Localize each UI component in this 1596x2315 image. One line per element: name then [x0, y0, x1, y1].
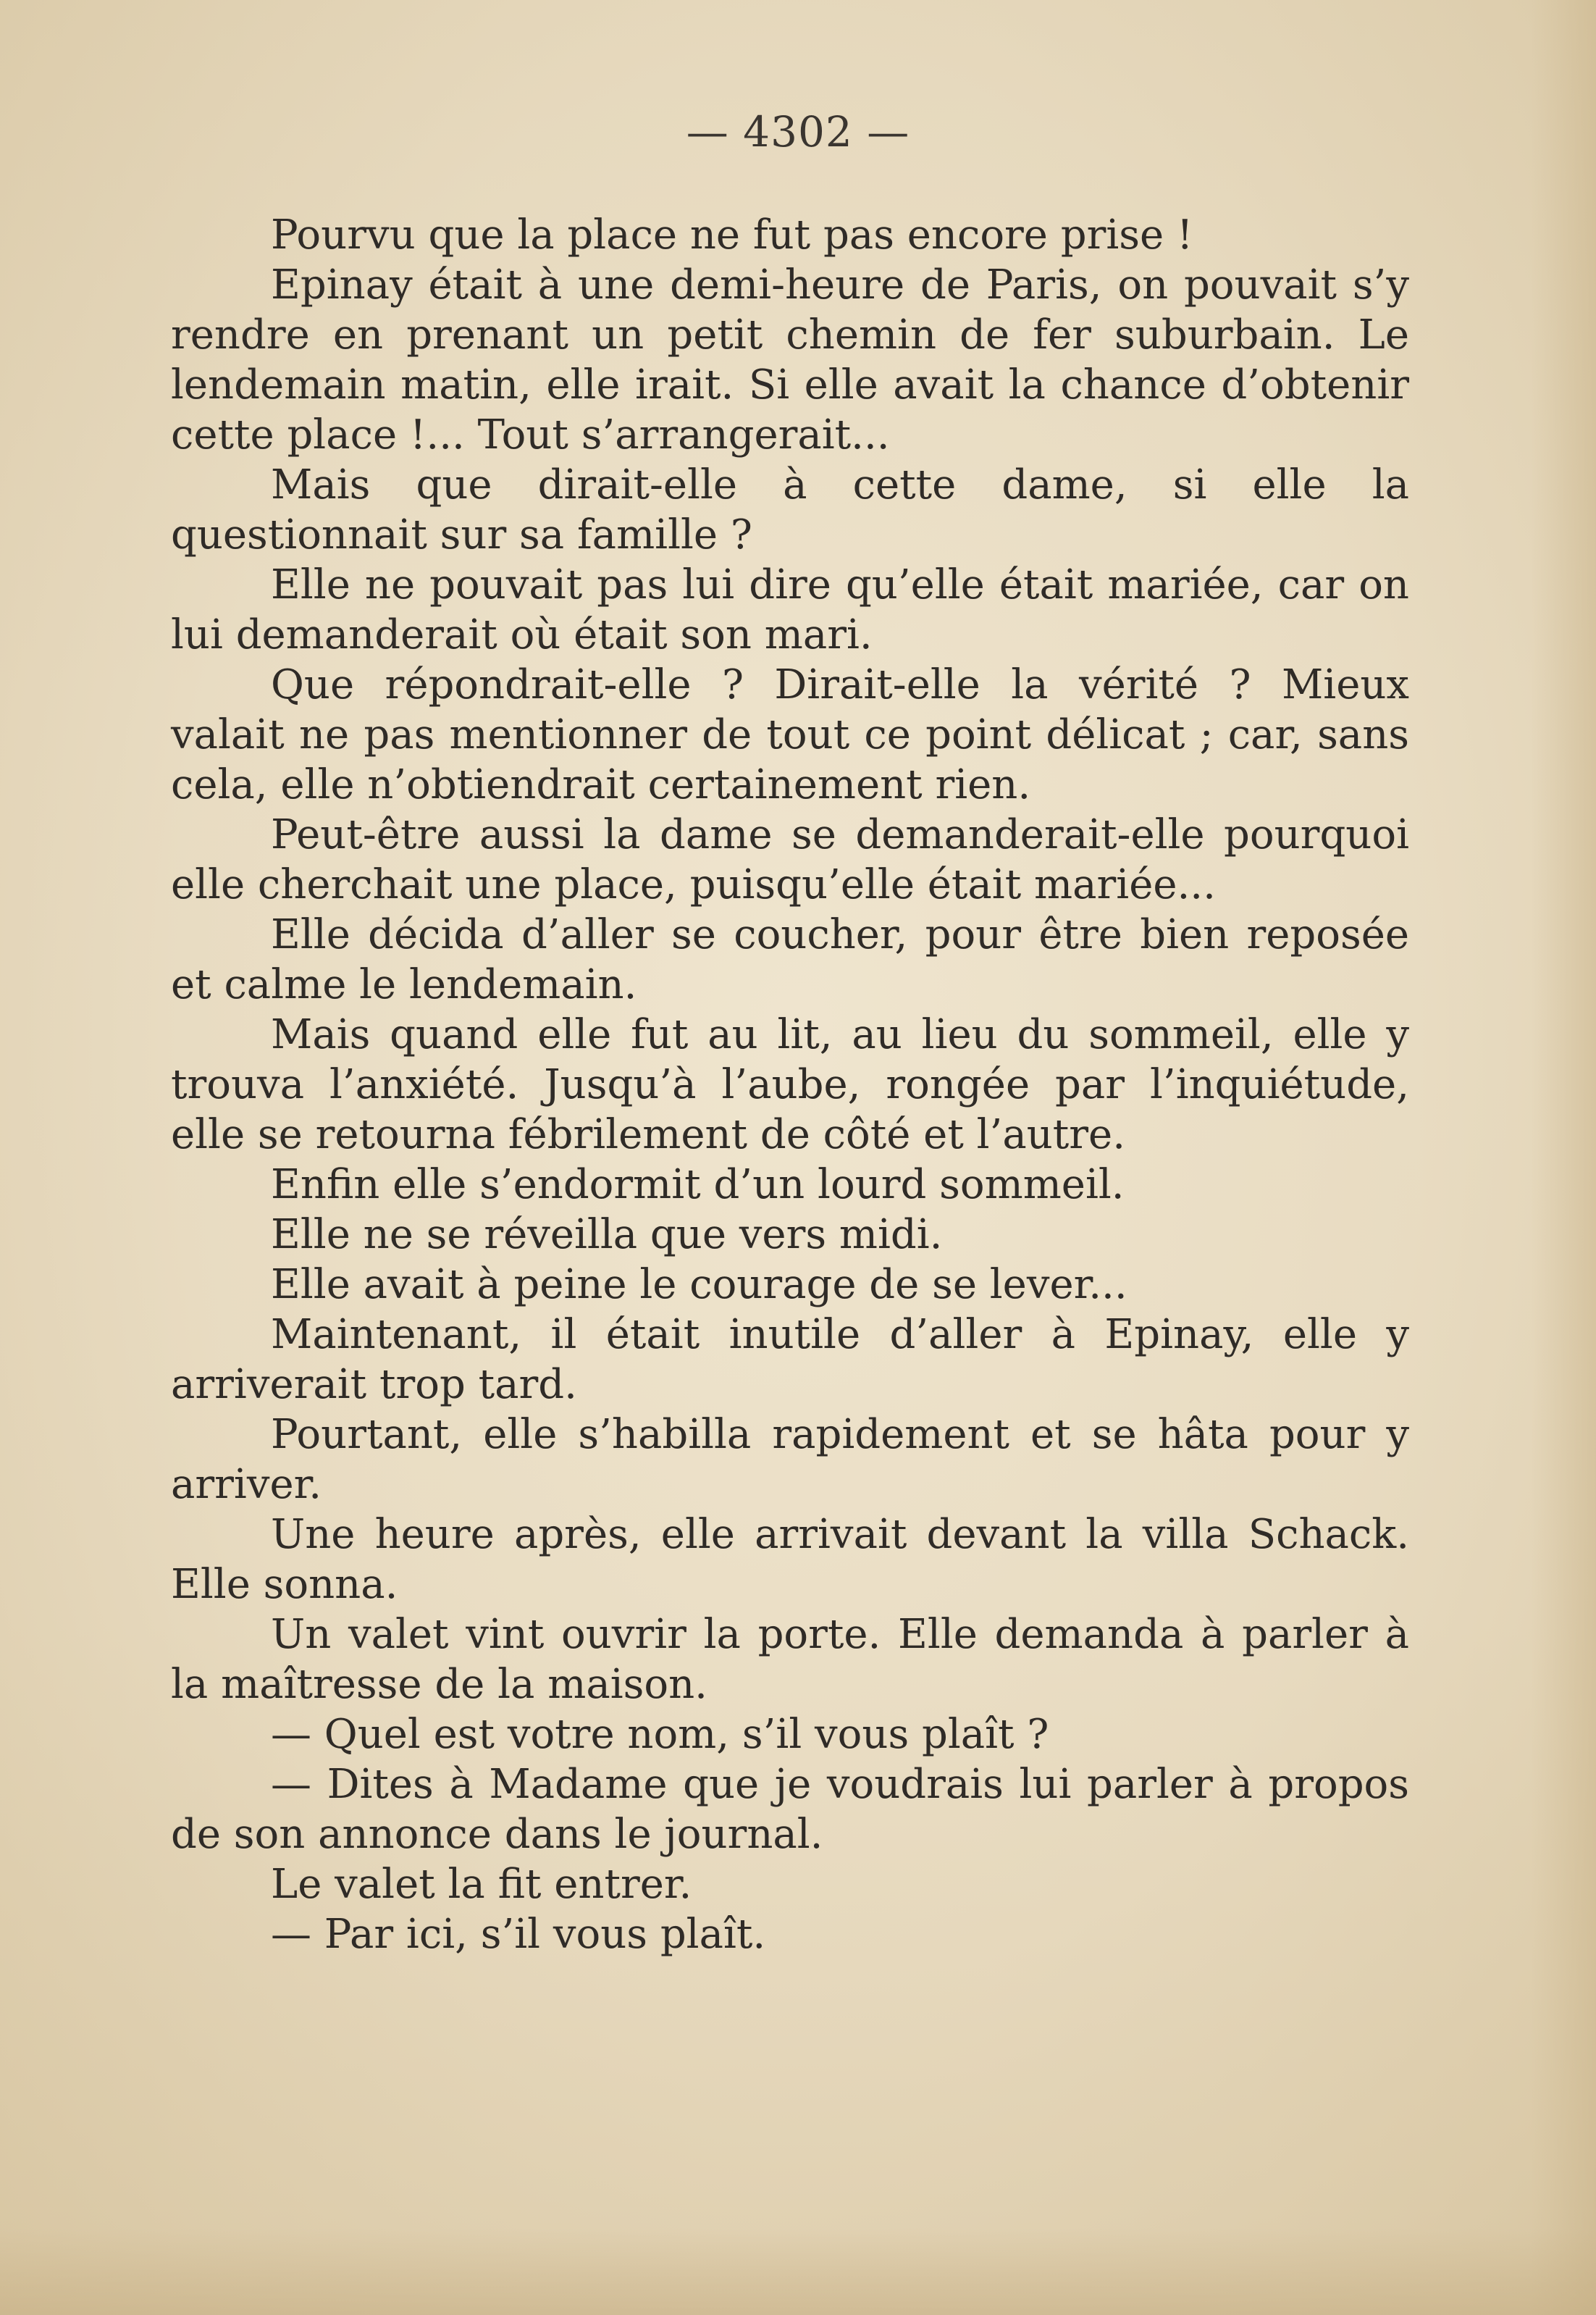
body-text	[171, 210, 1409, 1959]
paragraph: Mais que dirait-elle à cette dame, si elle la questionnait sur sa famille ?	[171, 461, 1409, 558]
paragraph: Pourvu que la place ne fut pas encore prise !	[271, 212, 1193, 259]
paragraph: Pourtant, elle s’habilla rapidement et se hâta pour y arriver.	[171, 1411, 1409, 1508]
paragraph: Elle décida d’aller se coucher, pour être bien reposée et calme le lendemain.	[171, 911, 1409, 1008]
paragraph: Elle avait à peine le courage de se lever...	[271, 1261, 1127, 1308]
paragraph: Le valet la fit entrer.	[271, 1861, 692, 1908]
paragraph: Epinay était à une demi-heure de Paris, on pouvait s’y rendre en prenant un petit chemin de fer suburbain. Le lendemain matin, elle irait. Si elle avait la chance d’obtenir cette place !... Tout s’arrangerait...	[171, 261, 1409, 459]
paragraph: Un valet vint ouvrir la porte. Elle demanda à parler à la maîtresse de la maison.	[171, 1611, 1409, 1708]
dialogue-line: — Quel est votre nom, s’il vous plaît ?	[271, 1711, 1049, 1758]
paragraph: Enfin elle s’endormit d’un lourd sommeil.	[271, 1161, 1125, 1208]
dialogue-line: — Par ici, s’il vous plaît.	[271, 1911, 766, 1958]
paragraph: Que répondrait-elle ? Dirait-elle la vérité ? Mieux valait ne pas mentionner de tout ce point délicat ; car, sans cela, elle n’obtiendrait certainement rien.	[171, 661, 1409, 808]
paragraph: Maintenant, il était inutile d’aller à Epinay, elle y arriverait trop tard.	[171, 1311, 1409, 1408]
paragraph: Mais quand elle fut au lit, au lieu du sommeil, elle y trouva l’anxiété. Jusqu’à l’aube, rongée par l’inquiétude, elle se retourna fébrilement de côté et l’autre.	[171, 1011, 1409, 1158]
paragraph: Peut-être aussi la dame se demanderait-elle pourquoi elle cherchait une place, puisqu’elle était mariée...	[171, 811, 1409, 908]
page-edge-shading	[1531, 0, 1596, 2315]
paragraph: Elle ne pouvait pas lui dire qu’elle était mariée, car on lui demanderait où était son mari.	[171, 561, 1409, 658]
paragraph: Elle ne se réveilla que vers midi.	[271, 1211, 943, 1258]
page-number: — 4302 —	[686, 107, 910, 156]
dialogue-line: — Dites à Madame que je voudrais lui parler à propos de son annonce dans le journal.	[171, 1761, 1409, 1858]
paragraph: Une heure après, elle arrivait devant la villa Schack. Elle sonna.	[171, 1511, 1409, 1608]
page-bottom-shading	[0, 2228, 1596, 2315]
